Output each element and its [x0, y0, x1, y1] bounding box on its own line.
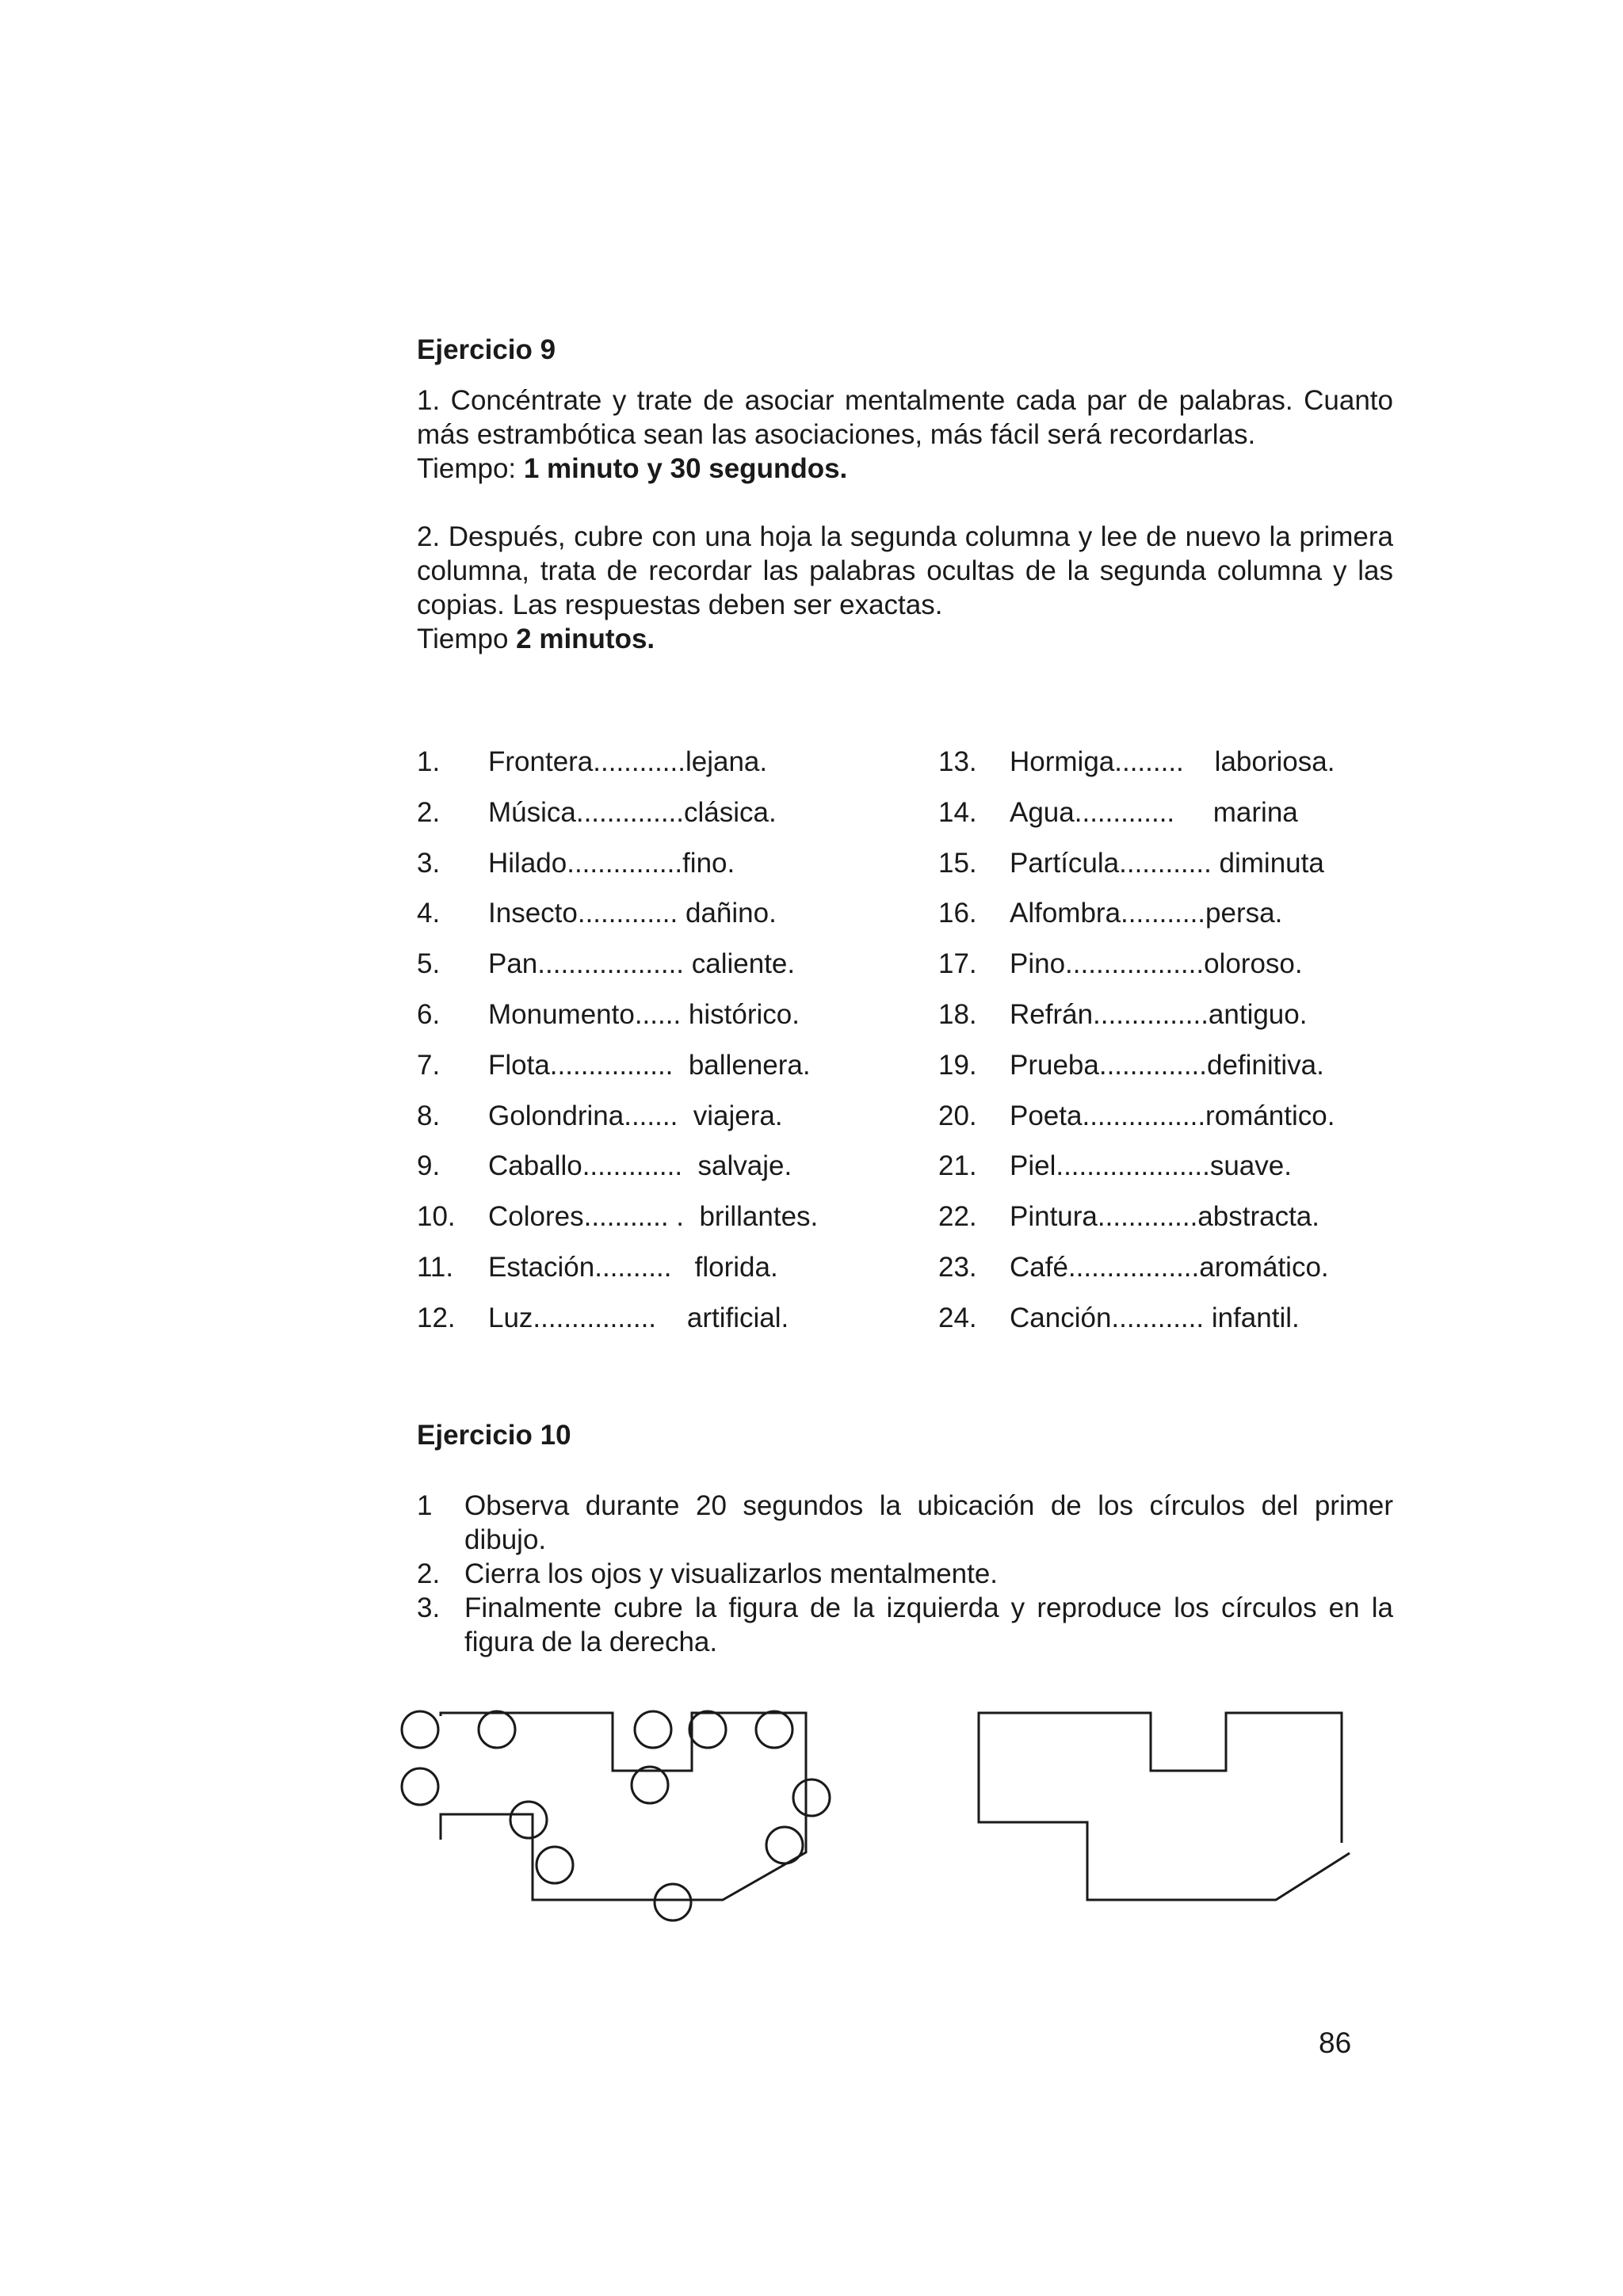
- word-pair-text: Monumento...... histórico.: [488, 998, 800, 1030]
- word-pair-number: 14.: [938, 796, 977, 828]
- figure-left-outline: [441, 1713, 806, 1900]
- exercise10-step-text: Finalmente cubre la figura de la izquierda y reproduce los círculos en la figura de la derecha.: [464, 1592, 1393, 1657]
- memory-circle: [402, 1711, 438, 1748]
- exercise10-step-number: 1: [417, 1490, 433, 1521]
- word-pair-text: Agua............. marina: [1010, 796, 1298, 828]
- memory-circle: [756, 1711, 792, 1748]
- memory-circle: [766, 1827, 803, 1863]
- word-pair-text: Pan................... caliente.: [488, 948, 796, 980]
- word-pair-number: 2.: [417, 796, 441, 828]
- word-pair-number: 3.: [417, 847, 441, 879]
- word-pair-text: Refrán...............antiguo.: [1010, 998, 1308, 1030]
- exercise9-heading: Ejercicio 9: [417, 334, 556, 365]
- word-pair-text: Pintura.............abstracta.: [1010, 1201, 1319, 1233]
- word-pair-text: Piel....................suave.: [1010, 1150, 1292, 1182]
- memory-circle: [689, 1711, 726, 1748]
- exercise10-step-number: 2.: [417, 1558, 441, 1589]
- word-pair-text: Pino..................oloroso.: [1010, 948, 1303, 980]
- word-pair-text: Caballo............. salvaje.: [488, 1150, 792, 1182]
- word-pair-text: Flota................ ballenera.: [488, 1049, 811, 1081]
- word-pair-text: Poeta................romántico.: [1010, 1100, 1335, 1131]
- word-pair-text: Frontera............lejana.: [488, 746, 768, 777]
- word-pair-text: Canción............ infantil.: [1010, 1302, 1300, 1333]
- memory-circle: [537, 1847, 573, 1883]
- exercise9-step1-text: 1. Concéntrate y trate de asociar mentalmente cada par de palabras. Cuanto más estrambótica sean las asociaciones, más fácil será recordarlas.: [417, 385, 1393, 450]
- word-pair-text: Hormiga......... laboriosa.: [1010, 746, 1335, 777]
- word-pair-number: 16.: [938, 898, 977, 929]
- word-pair-number: 12.: [417, 1302, 456, 1333]
- word-pair-number: 24.: [938, 1302, 977, 1333]
- figure-right: [979, 1713, 1350, 1900]
- exercise9-step2-text: 2. Después, cubre con una hoja la segunda columna y lee de nuevo la primera columna, trata de recordar las palabras ocultas de la segunda columna y las copias. Las respuestas deben ser exactas.: [417, 521, 1393, 620]
- word-pair-text: Hilado...............fino.: [488, 847, 735, 879]
- word-pair-text: Estación.......... florida.: [488, 1251, 778, 1283]
- word-pair-text: Música..............clásica.: [488, 796, 777, 828]
- word-pair-number: 11.: [417, 1251, 454, 1283]
- exercise10-step-number: 3.: [417, 1592, 441, 1623]
- word-pair-number: 19.: [938, 1049, 977, 1081]
- exercise10-step-text: Observa durante 20 segundos la ubicación de los círculos del primer dibujo.: [464, 1490, 1393, 1555]
- word-pair-text: Café.................aromático.: [1010, 1251, 1329, 1283]
- word-pair-text: Golondrina....... viajera.: [488, 1100, 783, 1131]
- word-pair-text: Partícula............ diminuta: [1010, 847, 1324, 879]
- word-pair-text: Luz................ artificial.: [488, 1302, 789, 1333]
- word-pair-number: 21.: [938, 1150, 977, 1182]
- word-pair-number: 9.: [417, 1150, 441, 1182]
- word-pair-number: 13.: [938, 746, 977, 777]
- memory-circle: [635, 1711, 671, 1748]
- word-pair-text: Insecto............. dañino.: [488, 898, 777, 929]
- figure-right-outline: [979, 1713, 1350, 1900]
- figure-left: [402, 1711, 830, 1920]
- memory-circle: [510, 1802, 547, 1838]
- word-pair-number: 4.: [417, 898, 441, 929]
- word-pair-number: 20.: [938, 1100, 977, 1131]
- word-pair-number: 17.: [938, 948, 977, 980]
- memory-circle: [793, 1779, 830, 1816]
- word-pair-number: 18.: [938, 998, 977, 1030]
- memory-circle: [632, 1767, 668, 1803]
- word-pair-number: 23.: [938, 1251, 977, 1283]
- page-number: 86: [1319, 2027, 1352, 2059]
- word-pair-number: 22.: [938, 1201, 977, 1233]
- memory-circle: [655, 1884, 691, 1920]
- figure-left-circles: [402, 1711, 830, 1920]
- exercise9-step1-time-label: Tiempo:: [417, 453, 524, 484]
- word-pair-number: 1.: [417, 746, 441, 777]
- exercise9-step2-time-value: 2 minutos.: [516, 624, 655, 654]
- word-pair-number: 6.: [417, 998, 441, 1030]
- word-pair-number: 10.: [417, 1201, 456, 1233]
- exercise10-step-text: Cierra los ojos y visualizarlos mentalmente.: [464, 1558, 999, 1589]
- memory-circle: [479, 1711, 515, 1748]
- exercise10-heading: Ejercicio 10: [417, 1420, 571, 1451]
- word-pair-number: 8.: [417, 1100, 441, 1131]
- word-pair-text: Prueba..............definitiva.: [1010, 1049, 1324, 1081]
- word-pair-number: 7.: [417, 1049, 441, 1081]
- word-pair-text: Colores........... . brillantes.: [488, 1201, 819, 1233]
- exercise9-step1-time-value: 1 minuto y 30 segundos.: [523, 453, 848, 484]
- memory-circle: [402, 1768, 438, 1805]
- word-pair-text: Alfombra...........persa.: [1010, 898, 1283, 929]
- exercise9-step2-time-label: Tiempo: [417, 624, 517, 654]
- word-pair-number: 15.: [938, 847, 977, 879]
- word-pair-number: 5.: [417, 948, 441, 980]
